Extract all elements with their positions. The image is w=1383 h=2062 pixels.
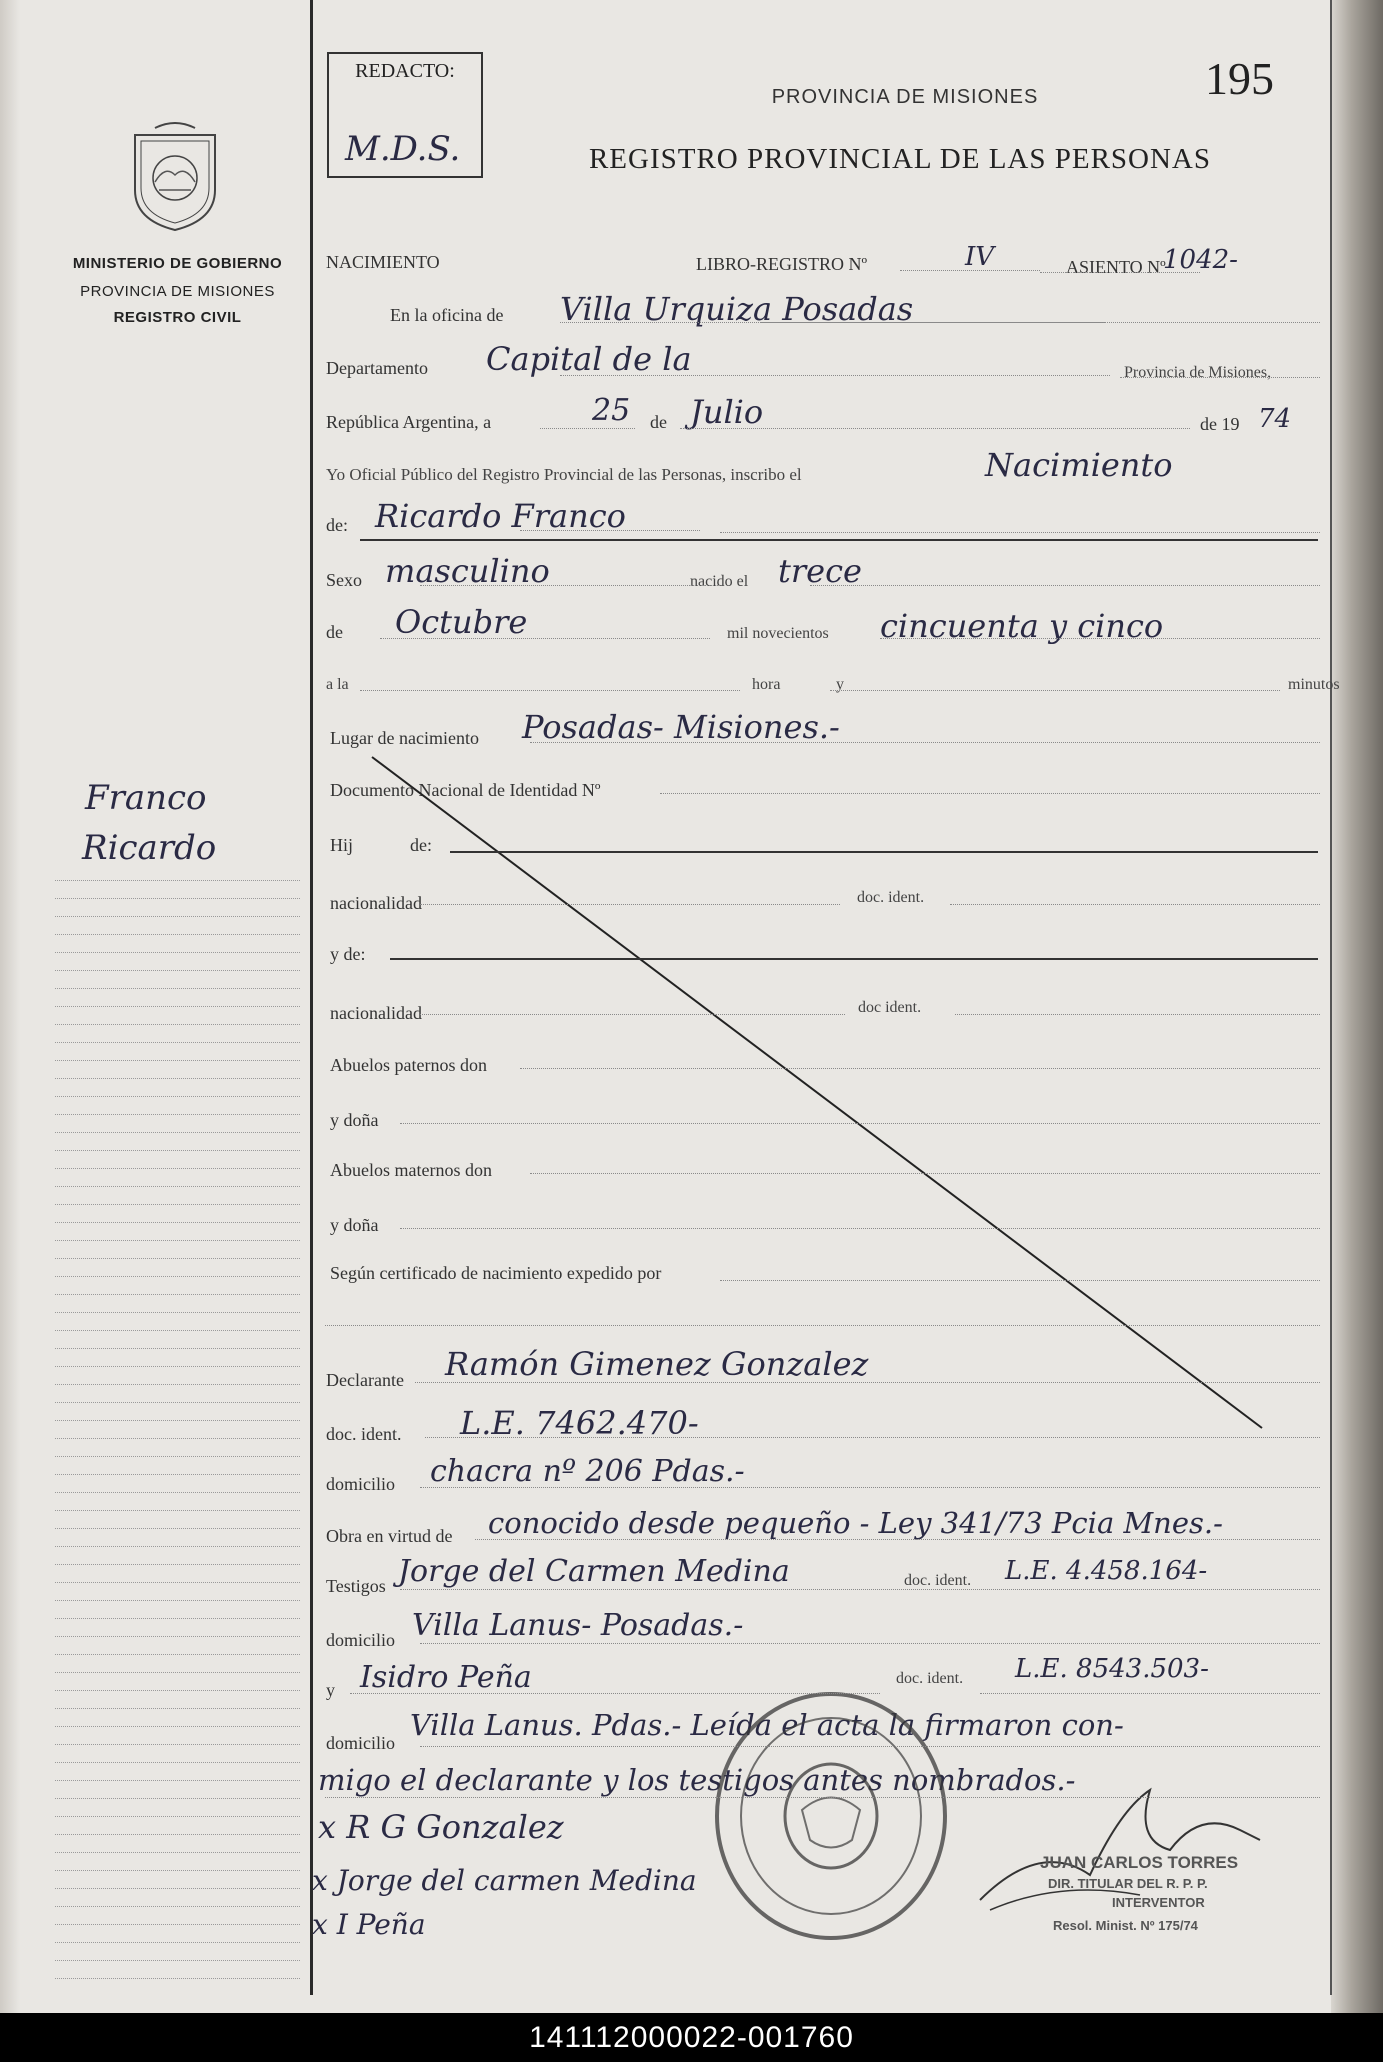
form-rule xyxy=(400,1589,1320,1590)
asiento-label: ASIENTO Nº xyxy=(1066,257,1166,277)
libro-value: IV xyxy=(965,242,995,272)
sidebar-rule xyxy=(55,1402,300,1403)
sidebar-rule xyxy=(55,1492,300,1493)
form-rule xyxy=(350,1693,880,1694)
form-rule xyxy=(830,690,1280,691)
registrant-name-value: Ricardo Franco xyxy=(375,497,626,535)
testigo1-value: Jorge del Carmen Medina xyxy=(398,1554,790,1589)
sidebar-rule xyxy=(55,1006,300,1007)
signature-testigo-1: x Jorge del carmen Medina xyxy=(312,1864,697,1897)
sidebar-rule xyxy=(55,1312,300,1313)
sidebar-rule xyxy=(55,1222,300,1223)
obra-value: conocido desde pequeño - Ley 341/73 Pcia Mnes.- xyxy=(488,1506,1223,1540)
form-rule xyxy=(425,1437,1320,1438)
sidebar-rule xyxy=(55,1618,300,1619)
testigo2-doc-value: L.E. 8543.503- xyxy=(1015,1654,1209,1684)
sidebar-rule xyxy=(55,1420,300,1421)
form-rule xyxy=(955,1014,1320,1015)
doc-ident-label-1: doc. ident. xyxy=(857,889,925,906)
sidebar-rule xyxy=(55,1672,300,1673)
sidebar-rule xyxy=(55,1438,300,1439)
sidebar-rule xyxy=(55,1132,300,1133)
obra-label: Obra en virtud de xyxy=(326,1526,453,1546)
form-rule xyxy=(400,1228,1320,1229)
form-rule xyxy=(900,270,1040,271)
sidebar-rule xyxy=(55,1096,300,1097)
form-rule xyxy=(880,638,1320,639)
month-value: Julio xyxy=(690,393,764,431)
sidebar-rule xyxy=(55,1636,300,1637)
lugar-label: Lugar de nacimiento xyxy=(330,728,479,748)
sidebar-rule xyxy=(55,1456,300,1457)
form-solid-rule xyxy=(390,958,1318,960)
province-heading: PROVINCIA DE MISIONES xyxy=(771,86,1039,108)
sidebar-rule xyxy=(55,1834,300,1835)
sidebar-rule xyxy=(55,1060,300,1061)
sidebar-rule xyxy=(55,1708,300,1709)
form-rule xyxy=(680,428,1190,429)
page-number: 195 xyxy=(1205,53,1274,104)
departamento-label: Departamento xyxy=(326,358,428,378)
certificado-label: Según certificado de nacimiento expedido por xyxy=(330,1263,662,1283)
signature-declarante: x R G Gonzalez xyxy=(318,1808,564,1846)
doc-ident-label-5: doc. ident. xyxy=(896,1670,964,1687)
sidebar-rule xyxy=(55,916,300,917)
sidebar-rule xyxy=(55,1852,300,1853)
form-rule xyxy=(720,532,1320,533)
nacido-label: nacido el xyxy=(690,573,749,590)
official-stamp-icon xyxy=(712,1690,950,1942)
form-rule xyxy=(360,690,740,691)
sidebar-rule xyxy=(55,1186,300,1187)
abuelos-maternos-label: Abuelos maternos don xyxy=(330,1160,492,1180)
sidebar-rule xyxy=(55,1690,300,1691)
archive-id-bar xyxy=(0,2013,1383,2062)
provincia-label: Provincia de Misiones, xyxy=(1124,364,1272,381)
official-role: INTERVENTOR xyxy=(1112,1895,1205,1910)
oficina-label: En la oficina de xyxy=(390,305,504,325)
sidebar-rule xyxy=(55,1942,300,1943)
closing-statement: migo el declarante y los testigos antes nombrados.- xyxy=(318,1763,1076,1797)
sidebar-rule xyxy=(55,952,300,953)
sidebar-rule xyxy=(55,1798,300,1799)
de-label: de xyxy=(650,412,667,432)
form-rule xyxy=(1120,377,1320,378)
testigos-label: Testigos xyxy=(326,1576,386,1596)
sexo-value: masculino xyxy=(385,552,550,590)
nacionalidad-label-2: nacionalidad xyxy=(330,1003,422,1023)
sidebar-rule xyxy=(55,1654,300,1655)
sidebar-rule xyxy=(55,1726,300,1727)
dni-label: Documento Nacional de Identidad Nº xyxy=(330,780,601,800)
sidebar-rule xyxy=(55,1150,300,1151)
sidebar-rule xyxy=(55,1780,300,1781)
form-rule xyxy=(420,1746,1320,1747)
form-solid-rule xyxy=(360,539,1318,541)
form-rule xyxy=(660,793,1320,794)
sidebar-rule xyxy=(55,1762,300,1763)
sidebar-rule xyxy=(55,970,300,971)
sidebar-rule xyxy=(55,1024,300,1025)
year-value: 74 xyxy=(1258,404,1292,434)
sidebar-rule xyxy=(55,1366,300,1367)
redacto-label: REDACTO: xyxy=(355,60,455,82)
sidebar-rule xyxy=(55,1564,300,1565)
form-rule xyxy=(560,375,1110,376)
form-rule xyxy=(420,1014,845,1015)
day-value: 25 xyxy=(592,393,631,428)
form-rule xyxy=(980,1693,1320,1694)
sidebar-rule xyxy=(55,988,300,989)
a-la-label: a la xyxy=(326,676,349,693)
form-rule xyxy=(540,428,635,429)
form-rule xyxy=(530,1173,1320,1174)
sidebar-rule xyxy=(55,1924,300,1925)
registry-title: REGISTRO PROVINCIAL DE LAS PERSONAS xyxy=(588,143,1212,175)
sidebar-rule xyxy=(55,1600,300,1601)
redacto-initials: M.D.S. xyxy=(345,129,461,169)
oficial-label: Yo Oficial Público del Registro Provincial de las Personas, inscribo el xyxy=(326,465,802,484)
doc-ident-label-2: doc ident. xyxy=(858,999,922,1016)
form-rule xyxy=(420,1643,1320,1644)
sidebar-rule xyxy=(55,1042,300,1043)
testigo1-doc-value: L.E. 4.458.164- xyxy=(1005,1556,1208,1586)
libro-label: LIBRO-REGISTRO Nº xyxy=(696,254,868,274)
form-rule xyxy=(415,1382,1320,1383)
lugar-value: Posadas- Misiones.- xyxy=(522,708,840,746)
sidebar-rule xyxy=(55,1258,300,1259)
domicilio-value-2: Villa Lanus- Posadas.- xyxy=(412,1608,744,1643)
sidebar-rule xyxy=(55,1204,300,1205)
sidebar-rule xyxy=(55,1330,300,1331)
doc-ident-label-4: doc. ident. xyxy=(904,1572,972,1589)
nacionalidad-label-1: nacionalidad xyxy=(330,893,422,913)
domicilio-label-2: domicilio xyxy=(326,1630,395,1650)
sidebar-rule xyxy=(55,1528,300,1529)
y-dona-label-2: y doña xyxy=(330,1215,379,1235)
sidebar-rule xyxy=(55,934,300,935)
sidebar-rule xyxy=(55,1906,300,1907)
sexo-label: Sexo xyxy=(326,570,362,590)
form-rule xyxy=(420,585,720,586)
form-rule xyxy=(810,585,1320,586)
official-resolution: Resol. Minist. Nº 175/74 xyxy=(1053,1918,1198,1933)
departamento-value: Capital de la xyxy=(486,340,692,378)
form-rule xyxy=(520,1068,1320,1069)
domicilio-value-1: chacra nº 206 Pdas.- xyxy=(430,1454,745,1489)
declarante-value: Ramón Gimenez Gonzalez xyxy=(445,1345,869,1383)
form-rule xyxy=(475,1539,1320,1540)
sidebar-rule xyxy=(55,1114,300,1115)
year-label: de 19 xyxy=(1200,414,1240,434)
declarante-doc-value: L.E. 7462.470- xyxy=(460,1404,699,1442)
registry-label: REGISTRO CIVIL xyxy=(113,309,242,326)
inscribo-value: Nacimiento xyxy=(985,446,1173,484)
sidebar-rule xyxy=(55,1078,300,1079)
margin-note-given-name: Ricardo xyxy=(82,828,217,868)
birth-year-value: cincuenta y cinco xyxy=(880,607,1164,645)
doc-ident-label-3: doc. ident. xyxy=(326,1424,402,1444)
domicilio-label-1: domicilio xyxy=(326,1474,395,1494)
domicilio-label-3: domicilio xyxy=(326,1733,395,1753)
y-testigo-label: y xyxy=(326,1680,335,1700)
sidebar-rule xyxy=(55,1168,300,1169)
archive-id: 141112000022-001760 xyxy=(529,2021,854,2054)
birth-month-value: Octubre xyxy=(395,603,528,641)
sidebar-rule xyxy=(55,1960,300,1961)
form-rule xyxy=(720,1280,1320,1281)
form-rule xyxy=(400,1123,1320,1124)
form-rule xyxy=(1040,272,1200,273)
sidebar-rule xyxy=(55,1510,300,1511)
sidebar-rule xyxy=(55,1546,300,1547)
signature-testigo-2: x I Peña xyxy=(312,1908,426,1941)
form-rule xyxy=(530,742,1320,743)
sidebar-rule xyxy=(55,1744,300,1745)
form-rule xyxy=(325,1797,1320,1798)
mil-novecientos-label: mil novecientos xyxy=(727,625,829,642)
oficina-value: Villa Urquiza Posadas xyxy=(560,290,914,328)
y-de-label: y de: xyxy=(330,944,366,964)
sidebar-rule xyxy=(55,1348,300,1349)
sidebar-rule xyxy=(55,1276,300,1277)
sidebar-province-label: PROVINCIA DE MISIONES xyxy=(80,283,275,300)
sidebar-rule xyxy=(55,1294,300,1295)
sidebar-rule xyxy=(55,1474,300,1475)
hij-label: Hij xyxy=(330,835,354,855)
asiento-value: 1042- xyxy=(1163,245,1238,275)
form-rule xyxy=(325,1325,1320,1326)
sidebar-rule xyxy=(55,1870,300,1871)
y-label: y xyxy=(836,676,844,693)
minutos-label: minutos xyxy=(1288,676,1340,693)
domicilio-value-3: Villa Lanus. Pdas.- Leída el acta la firmaron con- xyxy=(410,1708,1124,1742)
sidebar-rule xyxy=(55,1240,300,1241)
form-rule xyxy=(380,638,710,639)
sidebar-rule xyxy=(55,898,300,899)
sidebar-rule xyxy=(55,1888,300,1889)
republica-label: República Argentina, a xyxy=(326,412,492,432)
de-month-label: de xyxy=(326,622,343,642)
sidebar-rule xyxy=(55,1384,300,1385)
de-name-label: de: xyxy=(326,515,348,535)
form-solid-rule xyxy=(450,851,1318,853)
form-rule xyxy=(420,904,840,905)
hora-label: hora xyxy=(752,676,781,693)
y-dona-label-1: y doña xyxy=(330,1110,379,1130)
official-title: DIR. TITULAR DEL R. P. P. xyxy=(1048,1876,1208,1891)
form-rule xyxy=(520,530,700,531)
declarante-label: Declarante xyxy=(326,1370,404,1390)
sidebar-rule xyxy=(55,1582,300,1583)
sidebar-rule xyxy=(55,1816,300,1817)
hij-de-label: de: xyxy=(410,835,432,855)
nacimiento-label: NACIMIENTO xyxy=(326,252,440,272)
official-name: JUAN CARLOS TORRES xyxy=(1040,1853,1239,1872)
form-rule xyxy=(950,904,1320,905)
form-rule xyxy=(420,1487,1320,1488)
sidebar-rule xyxy=(55,880,300,881)
form-rule xyxy=(760,322,1320,323)
ministry-label: MINISTERIO DE GOBIERNO xyxy=(72,255,283,272)
nacido-value: trece xyxy=(778,552,862,590)
abuelos-paternos-label: Abuelos paternos don xyxy=(330,1055,487,1075)
testigo2-value: Isidro Peña xyxy=(360,1660,532,1695)
margin-note-surname: Franco xyxy=(85,778,207,818)
sidebar-rule xyxy=(55,1978,300,1979)
